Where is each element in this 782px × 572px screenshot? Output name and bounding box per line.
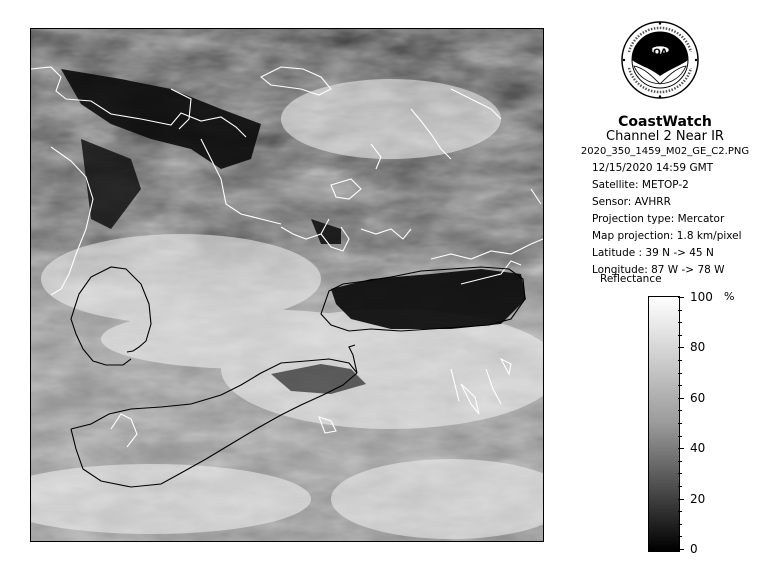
colorbar-tick <box>678 499 684 500</box>
legend-unit: % <box>724 290 735 303</box>
colorbar-tick <box>678 410 682 411</box>
longitude-label: Longitude: 87 W -> 78 W <box>592 264 725 276</box>
satellite-map <box>31 29 543 541</box>
colorbar-tick <box>678 486 682 487</box>
colorbar-tick <box>678 549 684 550</box>
noaa-logo <box>620 20 700 100</box>
colorbar-tick <box>678 297 684 298</box>
colorbar-tick-label: 80 <box>690 340 706 355</box>
colorbar-tick <box>678 310 682 311</box>
channel-label: Channel 2 Near IR <box>606 129 724 144</box>
colorbar-tick <box>678 511 682 512</box>
colorbar-tick <box>678 398 684 399</box>
colorbar-tick-label: 60 <box>690 390 706 405</box>
satellite-image <box>30 28 544 542</box>
colorbar-tick <box>678 461 682 462</box>
colorbar-tick <box>678 347 684 348</box>
colorbar-tick <box>678 524 682 525</box>
satellite-label: Satellite: METOP-2 <box>592 179 689 191</box>
noaa-seal-icon <box>620 20 700 100</box>
colorbar-tick <box>678 473 682 474</box>
latitude-label: Latitude : 39 N -> 45 N <box>592 247 714 259</box>
datetime-label: 12/15/2020 14:59 GMT <box>592 162 714 174</box>
colorbar-tick <box>678 536 682 537</box>
projection-type-label: Projection type: Mercator <box>592 213 725 225</box>
logo-name-text: NOAA <box>645 48 675 58</box>
brand-title: CoastWatch <box>618 114 712 130</box>
colorbar-tick <box>678 373 682 374</box>
colorbar-tick <box>678 436 682 437</box>
reflectance-colorbar <box>648 296 680 552</box>
colorbar-tick <box>678 322 682 323</box>
colorbar-tick <box>678 335 682 336</box>
colorbar-tick <box>678 360 682 361</box>
colorbar-tick <box>678 448 684 449</box>
colorbar-tick-label: 100 <box>690 290 713 304</box>
legend-title: Reflectance <box>600 273 662 285</box>
colorbar-tick-label: 0 <box>690 542 698 556</box>
colorbar-tick <box>678 423 682 424</box>
map-projection-label: Map projection: 1.8 km/pixel <box>592 230 742 242</box>
colorbar-tick-label: 20 <box>690 491 706 506</box>
colorbar-tick <box>678 385 682 386</box>
sensor-label: Sensor: AVHRR <box>592 196 671 208</box>
filename-label: 2020_350_1459_M02_GE_C2.PNG <box>580 146 750 157</box>
colorbar-tick-label: 40 <box>690 441 706 456</box>
